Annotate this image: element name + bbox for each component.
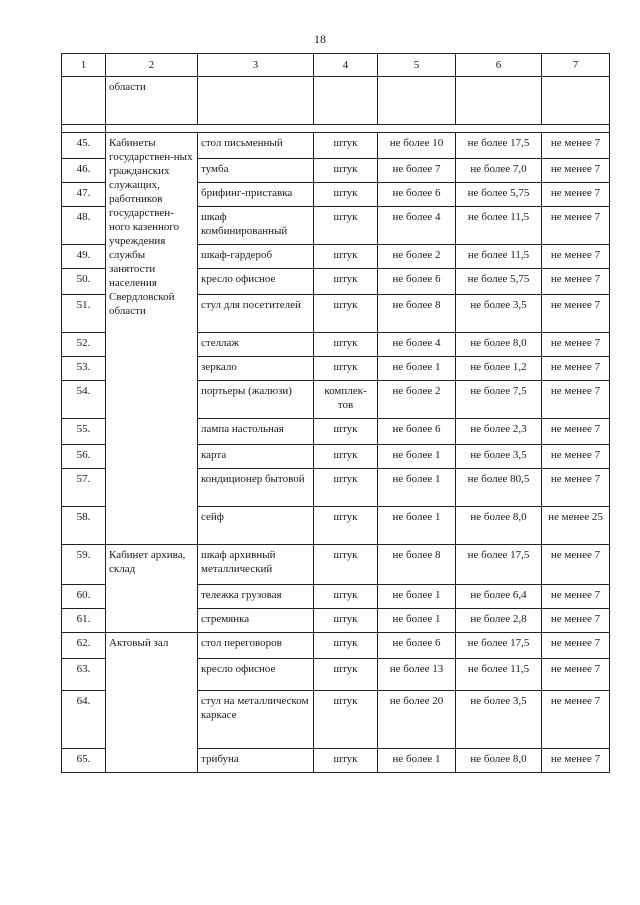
table-row <box>62 545 610 585</box>
service-life-cell: не менее 7 <box>542 633 610 659</box>
service-life-cell: не менее 7 <box>542 333 610 357</box>
header-cell: 4 <box>314 54 378 77</box>
service-life-cell: не менее 7 <box>542 133 610 159</box>
quantity-cell: не более 6 <box>378 183 456 207</box>
quantity-cell: не более 7 <box>378 159 456 183</box>
row-number: 51. <box>62 295 106 333</box>
service-life-cell: не менее 7 <box>542 419 610 445</box>
unit-cell: штук <box>314 445 378 469</box>
term-cell: не более 7,5 <box>456 381 542 419</box>
row-number: 58. <box>62 507 106 545</box>
quantity-cell: не более 8 <box>378 295 456 333</box>
quantity-cell: не более 1 <box>378 469 456 507</box>
item-name: стол письменный <box>198 133 314 159</box>
term-cell: не более 17,5 <box>456 545 542 585</box>
row-number: 52. <box>62 333 106 357</box>
row-number: 49. <box>62 245 106 269</box>
quantity-cell: не более 4 <box>378 207 456 245</box>
header-cell: 1 <box>62 54 106 77</box>
continuation-row <box>62 77 610 125</box>
unit-cell: комплек-тов <box>314 381 378 419</box>
unit-cell: штук <box>314 333 378 357</box>
quantity-cell: не более 1 <box>378 445 456 469</box>
quantity-cell: не более 4 <box>378 333 456 357</box>
header-cell: 2 <box>106 54 198 77</box>
item-name: стул на металлическом каркасе <box>198 691 314 749</box>
header-cell: 7 <box>542 54 610 77</box>
service-life-cell: не менее 7 <box>542 357 610 381</box>
furniture-norms-table <box>61 53 610 773</box>
term-cell: не более 80,5 <box>456 469 542 507</box>
term-cell: не более 17,5 <box>456 633 542 659</box>
unit-cell: штук <box>314 207 378 245</box>
item-name: кресло офисное <box>198 269 314 295</box>
table-header-row <box>62 54 610 77</box>
unit-cell: штук <box>314 183 378 207</box>
term-cell: не более 8,0 <box>456 333 542 357</box>
service-life-cell: не менее 7 <box>542 749 610 773</box>
item-name: карта <box>198 445 314 469</box>
item-name: шкаф-гардероб <box>198 245 314 269</box>
quantity-cell: не более 1 <box>378 609 456 633</box>
table-row <box>62 633 610 659</box>
item-name: трибуна <box>198 749 314 773</box>
service-life-cell: не менее 7 <box>542 469 610 507</box>
item-name: сейф <box>198 507 314 545</box>
row-number: 45. <box>62 133 106 159</box>
unit-cell: штук <box>314 245 378 269</box>
service-life-cell: не менее 7 <box>542 295 610 333</box>
service-life-cell: не менее 7 <box>542 381 610 419</box>
item-name: стул для посетителей <box>198 295 314 333</box>
unit-cell: штук <box>314 691 378 749</box>
term-cell: не более 3,5 <box>456 445 542 469</box>
term-cell: не более 11,5 <box>456 245 542 269</box>
quantity-cell: не более 1 <box>378 749 456 773</box>
table-row <box>62 133 610 159</box>
row-number: 65. <box>62 749 106 773</box>
item-name: портьеры (жалюзи) <box>198 381 314 419</box>
unit-cell: штук <box>314 419 378 445</box>
header-cell: 3 <box>198 54 314 77</box>
service-life-cell: не менее 7 <box>542 159 610 183</box>
item-name: тележка грузовая <box>198 585 314 609</box>
row-number: 56. <box>62 445 106 469</box>
item-name: брифинг-приставка <box>198 183 314 207</box>
row-number: 57. <box>62 469 106 507</box>
spacer-row <box>62 125 610 133</box>
quantity-cell: не более 6 <box>378 633 456 659</box>
continuation-text: области <box>106 77 198 125</box>
service-life-cell: не менее 7 <box>542 659 610 691</box>
room-type-cell: Актовый зал <box>106 633 198 773</box>
unit-cell: штук <box>314 585 378 609</box>
quantity-cell: не более 6 <box>378 269 456 295</box>
service-life-cell: не менее 7 <box>542 183 610 207</box>
term-cell: не более 8,0 <box>456 507 542 545</box>
term-cell: не более 2,3 <box>456 419 542 445</box>
unit-cell: штук <box>314 159 378 183</box>
row-number: 60. <box>62 585 106 609</box>
term-cell: не более 8,0 <box>456 749 542 773</box>
row-number: 63. <box>62 659 106 691</box>
service-life-cell: не менее 7 <box>542 585 610 609</box>
service-life-cell: не менее 7 <box>542 245 610 269</box>
term-cell: не более 7,0 <box>456 159 542 183</box>
quantity-cell: не более 8 <box>378 545 456 585</box>
quantity-cell: не более 6 <box>378 419 456 445</box>
row-number: 50. <box>62 269 106 295</box>
quantity-cell: не более 20 <box>378 691 456 749</box>
quantity-cell: не более 2 <box>378 381 456 419</box>
row-number: 46. <box>62 159 106 183</box>
page-number: 18 <box>314 32 326 46</box>
unit-cell: штук <box>314 295 378 333</box>
unit-cell: штук <box>314 269 378 295</box>
quantity-cell: не более 1 <box>378 507 456 545</box>
unit-cell: штук <box>314 609 378 633</box>
service-life-cell: не менее 7 <box>542 207 610 245</box>
term-cell: не более 6,4 <box>456 585 542 609</box>
item-name: кондиционер бытовой <box>198 469 314 507</box>
row-number: 64. <box>62 691 106 749</box>
term-cell: не более 2,8 <box>456 609 542 633</box>
row-number: 55. <box>62 419 106 445</box>
service-life-cell: не менее 7 <box>542 609 610 633</box>
term-cell: не более 11,5 <box>456 207 542 245</box>
row-number: 48. <box>62 207 106 245</box>
room-type-cell: Кабинеты государствен-ных гражданских служащих, работников государствен-ного казенного учреждения службы занятости населения Свердловской области <box>106 133 198 545</box>
item-name: зеркало <box>198 357 314 381</box>
quantity-cell: не более 13 <box>378 659 456 691</box>
item-name: кресло офисное <box>198 659 314 691</box>
row-number: 61. <box>62 609 106 633</box>
term-cell: не более 1,2 <box>456 357 542 381</box>
row-number: 62. <box>62 633 106 659</box>
room-type-cell: Кабинет архива, склад <box>106 545 198 633</box>
row-number: 59. <box>62 545 106 585</box>
unit-cell: штук <box>314 357 378 381</box>
row-number: 53. <box>62 357 106 381</box>
quantity-cell: не более 2 <box>378 245 456 269</box>
unit-cell: штук <box>314 545 378 585</box>
service-life-cell: не менее 7 <box>542 691 610 749</box>
item-name: шкаф комбинированный <box>198 207 314 245</box>
item-name: шкаф архивный металлический <box>198 545 314 585</box>
service-life-cell: не менее 7 <box>542 545 610 585</box>
unit-cell: штук <box>314 469 378 507</box>
unit-cell: штук <box>314 507 378 545</box>
unit-cell: штук <box>314 133 378 159</box>
unit-cell: штук <box>314 659 378 691</box>
service-life-cell: не менее 25 <box>542 507 610 545</box>
service-life-cell: не менее 7 <box>542 445 610 469</box>
row-number: 47. <box>62 183 106 207</box>
header-cell: 6 <box>456 54 542 77</box>
quantity-cell: не более 10 <box>378 133 456 159</box>
item-name: стол переговоров <box>198 633 314 659</box>
service-life-cell: не менее 7 <box>542 269 610 295</box>
term-cell: не более 5,75 <box>456 269 542 295</box>
quantity-cell: не более 1 <box>378 357 456 381</box>
unit-cell: штук <box>314 749 378 773</box>
term-cell: не более 11,5 <box>456 659 542 691</box>
item-name: стремянка <box>198 609 314 633</box>
item-name: лампа настольная <box>198 419 314 445</box>
quantity-cell: не более 1 <box>378 585 456 609</box>
unit-cell: штук <box>314 633 378 659</box>
term-cell: не более 17,5 <box>456 133 542 159</box>
item-name: тумба <box>198 159 314 183</box>
table-body <box>62 54 610 773</box>
row-number: 54. <box>62 381 106 419</box>
term-cell: не более 3,5 <box>456 691 542 749</box>
header-cell: 5 <box>378 54 456 77</box>
item-name: стеллаж <box>198 333 314 357</box>
term-cell: не более 5,75 <box>456 183 542 207</box>
term-cell: не более 3,5 <box>456 295 542 333</box>
